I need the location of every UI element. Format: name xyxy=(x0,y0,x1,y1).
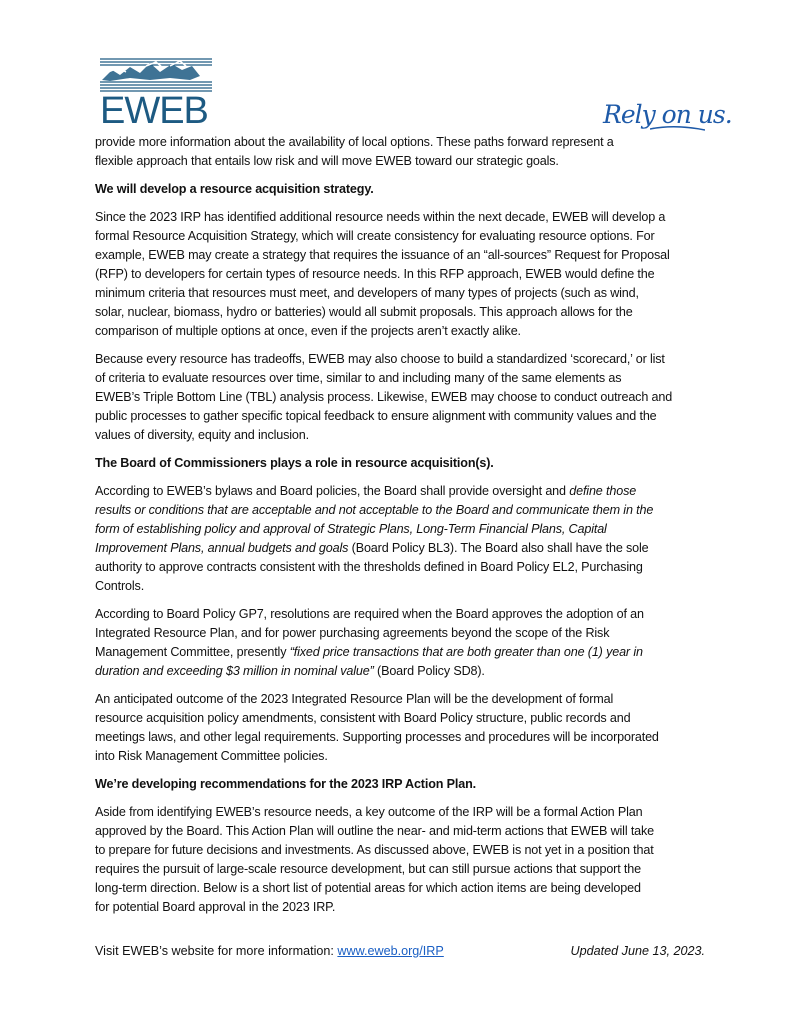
text-segment: (RFP) to developers for certain types of resource needs. In this RFP approach, EWEB would define the xyxy=(95,267,655,281)
text-segment: minimum criteria that resources must meet, and developers of many types of projects (such as wind, xyxy=(95,286,639,300)
text-line xyxy=(95,690,715,709)
text-segment: solar, nuclear, biomass, hydro or batteries) would all submit proposals. This approach allows for the xyxy=(95,305,633,319)
text-line xyxy=(95,133,715,152)
text-segment: Aside from identifying EWEB’s resource needs, a key outcome of the IRP will be a formal Action Plan xyxy=(95,805,643,819)
section-heading xyxy=(95,180,715,199)
text-segment: resource acquisition policy amendments, consistent with Board Policy structure, public records and xyxy=(95,711,631,725)
text-segment: We’re developing recommendations for the 2023 IRP Action Plan. xyxy=(95,777,476,791)
text-line xyxy=(95,624,715,643)
text-segment: of criteria to evaluate resources over time, similar to and including many of the same elements as xyxy=(95,371,622,385)
italic-text: define those xyxy=(569,484,637,498)
text-line xyxy=(95,643,715,662)
text-line xyxy=(95,369,715,388)
text-segment: Integrated Resource Plan, and for power purchasing agreements beyond the scope of the Risk xyxy=(95,626,610,640)
italic-text: results or conditions that are acceptable and not acceptable to the Board and communicate them in the xyxy=(95,503,654,517)
text-line xyxy=(95,775,715,794)
text-line xyxy=(95,822,715,841)
text-line xyxy=(95,180,715,199)
text-segment: An anticipated outcome of the 2023 Integrated Resource Plan will be the development of formal xyxy=(95,692,614,706)
text-line xyxy=(95,246,715,265)
tagline-swoosh-icon xyxy=(650,124,705,132)
paragraph xyxy=(95,133,715,171)
text-line xyxy=(95,747,715,766)
text-segment: to prepare for future decisions and investments. As discussed above, EWEB is not yet in a position that xyxy=(95,843,654,857)
text-segment: Because every resource has tradeoffs, EWEB may also choose to build a standardized ‘scorecard,’ or list xyxy=(95,352,665,366)
text-segment: According to EWEB’s bylaws and Board policies, the Board shall provide oversight and xyxy=(95,484,570,498)
text-segment: (Board Policy BL3). The Board also shall have the sole xyxy=(348,541,649,555)
text-segment: example, EWEB may create a strategy that requires the issuance of an “all-sources” Request for Proposal xyxy=(95,248,670,262)
text-segment: Controls. xyxy=(95,579,145,593)
irp-website-link[interactable]: www.eweb.org/IRP xyxy=(337,944,444,958)
text-segment: (Board Policy SD8). xyxy=(373,664,485,678)
text-segment: Management Committee, presently xyxy=(95,645,290,659)
text-segment: values of diversity, equity and inclusion. xyxy=(95,428,309,442)
paragraph xyxy=(95,482,715,596)
text-segment: long-term direction. Below is a short list of potential areas for which action items are being developed xyxy=(95,881,641,895)
text-line xyxy=(95,803,715,822)
text-line xyxy=(95,841,715,860)
text-line xyxy=(95,303,715,322)
text-segment: authority to approve contracts consistent with the thresholds defined in Board Policy EL2, Purchasing xyxy=(95,560,643,574)
text-line xyxy=(95,898,715,917)
text-line xyxy=(95,454,715,473)
text-line xyxy=(95,577,715,596)
text-line xyxy=(95,558,715,577)
eweb-logo-text: EWEB xyxy=(100,90,208,132)
text-line xyxy=(95,501,715,520)
text-segment: EWEB’s Triple Bottom Line (TBL) analysis process. Likewise, EWEB may choose to conduct outreach and xyxy=(95,390,673,404)
text-line xyxy=(95,520,715,539)
text-segment: approved by the Board. This Action Plan will outline the near- and mid-term actions that EWEB will take xyxy=(95,824,655,838)
text-segment: comparison of multiple options at once, even if the projects aren’t exactly alike. xyxy=(95,324,521,338)
text-line xyxy=(95,879,715,898)
italic-text: Improvement Plans, annual budgets and goals xyxy=(95,541,349,555)
document-body xyxy=(95,133,715,926)
text-segment: into Risk Management Committee policies. xyxy=(95,749,328,763)
paragraph xyxy=(95,208,715,341)
text-segment: According to Board Policy GP7, resolutions are required when the Board approves the adoption of an xyxy=(95,607,644,621)
text-line xyxy=(95,322,715,341)
footer-visit-text: Visit EWEB’s website for more information: xyxy=(95,944,338,958)
italic-text: form of establishing policy and approval of Strategic Plans, Long-Term Financial Plans, Capital xyxy=(95,522,607,536)
paragraph xyxy=(95,803,715,917)
text-segment: public processes to gather specific topical feedback to ensure alignment with community values and the xyxy=(95,409,657,423)
text-line xyxy=(95,728,715,747)
text-line xyxy=(95,709,715,728)
text-line xyxy=(95,860,715,879)
text-line xyxy=(95,208,715,227)
footer xyxy=(95,942,705,961)
paragraph xyxy=(95,350,715,445)
paragraph xyxy=(95,605,715,681)
section-heading xyxy=(95,454,715,473)
text-segment: for potential Board approval in the 2023 IRP. xyxy=(95,900,336,914)
updated-date: Updated June 13, 2023. xyxy=(570,944,705,958)
text-segment: requires the pursuit of large-scale resource development, but can still pursue actions that support the xyxy=(95,862,641,876)
text-line xyxy=(95,605,715,624)
text-line xyxy=(95,426,715,445)
text-segment: meetings laws, and other legal requirements. Supporting processes and procedures will be incorporated xyxy=(95,730,659,744)
text-line xyxy=(95,152,715,171)
text-segment: The Board of Commissioners plays a role in resource acquisition(s). xyxy=(95,456,494,470)
italic-text: duration and exceeding $3 million in nominal value” xyxy=(95,664,374,678)
text-segment: provide more information about the availability of local options. These paths forward represent a xyxy=(95,135,614,149)
text-line xyxy=(95,265,715,284)
text-line xyxy=(95,482,715,501)
text-segment: We will develop a resource acquisition strategy. xyxy=(95,182,374,196)
text-segment: flexible approach that entails low risk and will move EWEB toward our strategic goals. xyxy=(95,154,559,168)
text-line xyxy=(95,388,715,407)
text-line xyxy=(95,350,715,369)
text-line xyxy=(95,407,715,426)
rely-on-us-tagline: Rely on us. xyxy=(603,100,732,129)
text-line xyxy=(95,662,715,681)
italic-text: “fixed price transactions that are both greater than one (1) year in xyxy=(289,645,643,659)
text-line xyxy=(95,284,715,303)
section-heading xyxy=(95,775,715,794)
text-line xyxy=(95,227,715,246)
text-segment: Since the 2023 IRP has identified additional resource needs within the next decade, EWEB will develop a xyxy=(95,210,666,224)
text-line xyxy=(95,539,715,558)
paragraph xyxy=(95,690,715,766)
text-segment: formal Resource Acquisition Strategy, which will create consistency for evaluating resource options. For xyxy=(95,229,655,243)
